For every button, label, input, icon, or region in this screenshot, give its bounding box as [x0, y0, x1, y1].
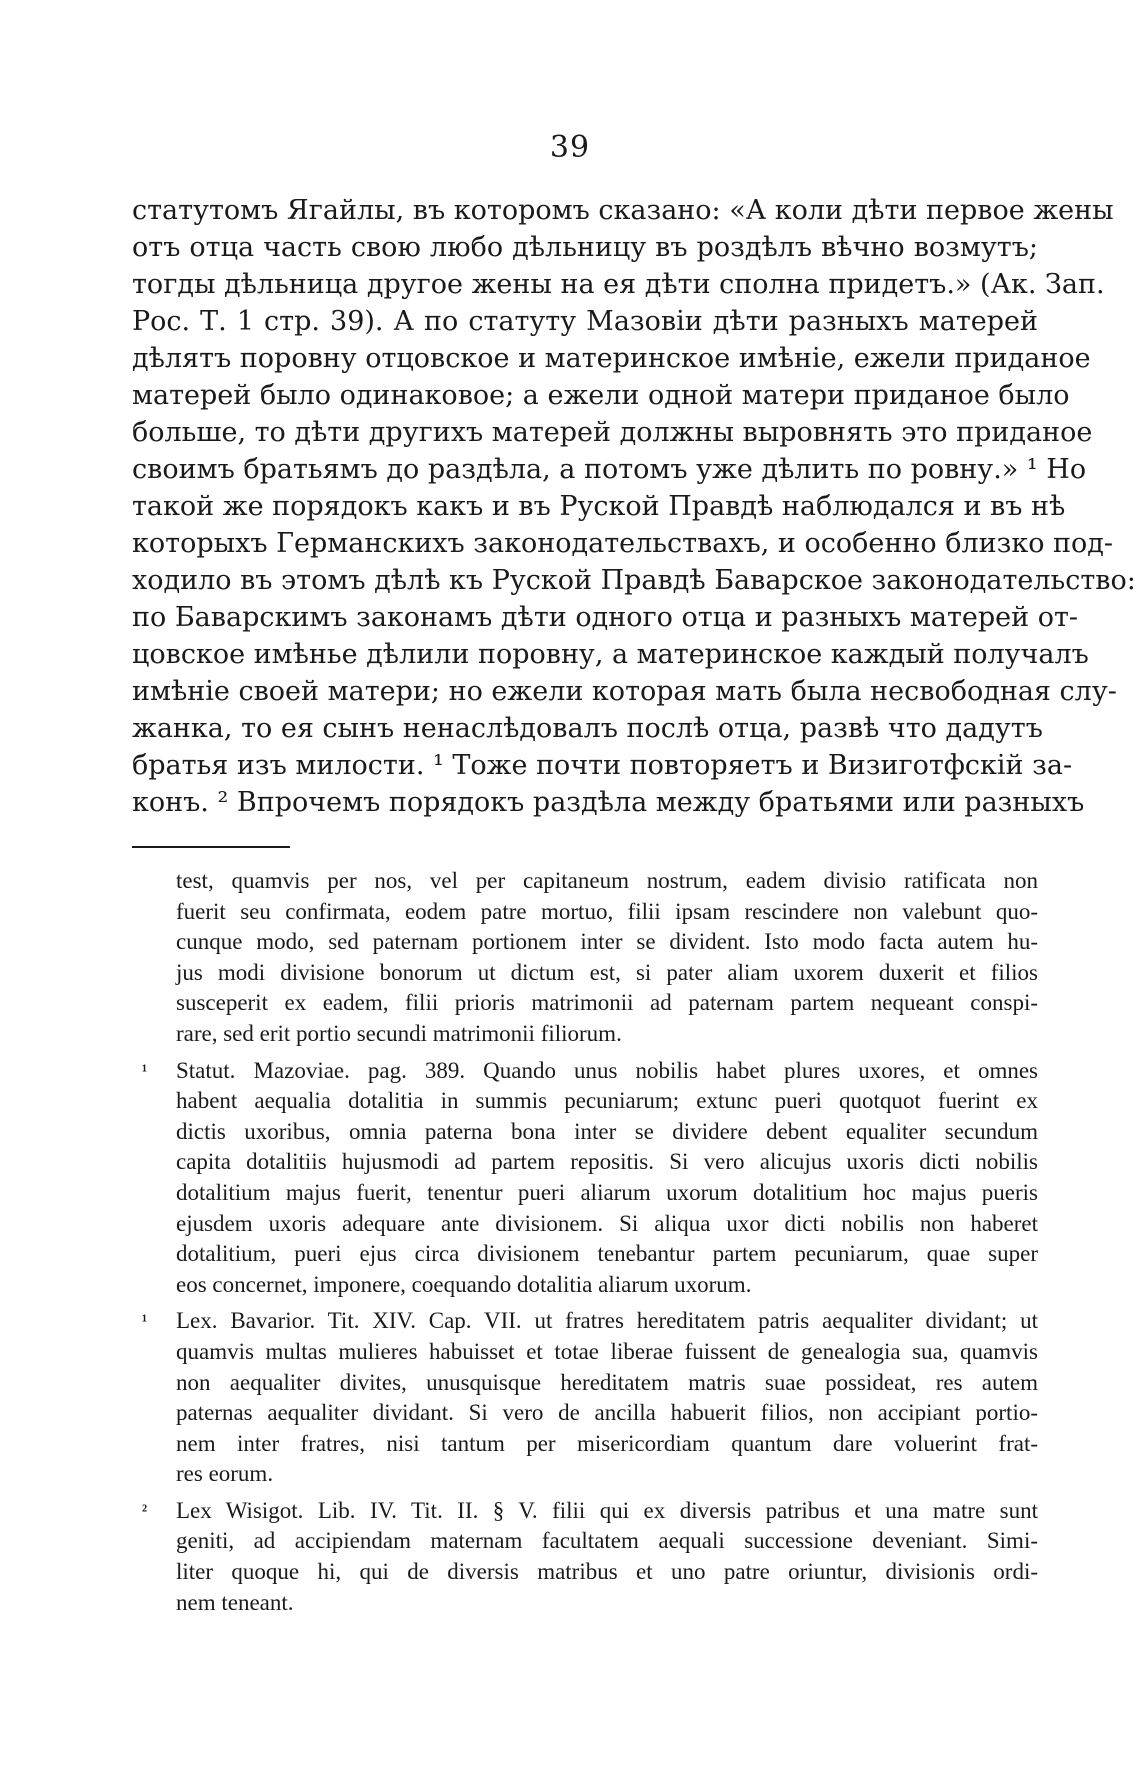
footnote-line: rare, sed erit portio secundi matrimonii filiorum.: [176, 1020, 622, 1046]
footnote-marker: ¹: [142, 1060, 148, 1080]
text-line: отъ отца часть свою любо дѣльницу въ роздѣлъ вѣчно возмутъ;: [132, 232, 1038, 263]
text-line: матерей было одинаковое; а ежели одной матери приданое было: [132, 380, 1070, 411]
footnote-line: susceperit ex eadem, filii prioris matrimonii ad paternam partem nequeant conspi-: [176, 990, 1038, 1016]
footnote-line: jus modi divisione bonorum ut dictum est, si pater aliam uxorem duxerit et filios: [176, 959, 1038, 985]
text-line: такой же порядокъ какъ и въ Руской Правдѣ наблюдался и въ нѣ: [132, 491, 1066, 522]
footnote-line: dotalitium, pueri ejus circa divisionem tenebantur partem pecuniarum, quae super: [176, 1241, 1038, 1267]
text-line: цовское имѣнье дѣлили поровну, а материнское каждый получалъ: [132, 639, 1089, 670]
footnote-marker: ²: [142, 1500, 148, 1520]
footnote-line: habent aequalia dotalitia in summis pecuniarum; extunc pueri quotquot fuerint ex: [176, 1088, 1038, 1114]
text-line: ходило въ этомъ дѣлѣ къ Руской Правдѣ Баварское законодательство:: [132, 565, 1136, 596]
footnote-line: capita dotalitiis hujusmodi ad partem repositis. Si vero alicujus uxoris dicti nobilis: [176, 1149, 1038, 1175]
footnote-line: Lex. Bavarior. Tit. XIV. Cap. VII. ut fratres hereditatem patris aequaliter dividant; ut: [176, 1308, 1038, 1334]
footnote-line: liter quoque hi, qui de diversis matribus et uno patre oriuntur, divisionis ordi-: [176, 1559, 1038, 1585]
text-line: больше, то дѣти другихъ матерей должны выровнять это приданое: [132, 417, 1093, 448]
footnote-line: cunque modo, sed paternam portionem inter se divident. Isto modo facta autem hu-: [176, 929, 1038, 955]
footnote-marker: ¹: [142, 1311, 148, 1331]
text-line: братья изъ милости. ¹ Тоже почти повторяетъ и Визиготфскій за-: [132, 750, 1073, 781]
footnote-line: fuerit seu confirmata, eodem patre mortuo, filii ipsam rescindere non valebunt quo-: [176, 898, 1038, 924]
text-line: имѣніе своей матери; но ежели которая мать была несвободная слу-: [132, 676, 1117, 707]
footnotes: [132, 866, 1038, 1618]
text-line: тогды дѣльница другое жены на ея дѣти сполна придетъ.» (Ак. Зап.: [132, 269, 1105, 300]
footnote-line: ejusdem uxoris adequare ante divisionem. Si aliqua uxor dicti nobilis non haberet: [176, 1210, 1038, 1236]
footnote-line: paternas aequaliter dividant. Si vero de ancilla habuerit filios, non accipiant portio-: [176, 1400, 1038, 1426]
text-line: своимъ братьямъ до раздѣла, а потомъ уже дѣлить по ровну.» ¹ Но: [132, 454, 1087, 485]
text-line: по Баварскимъ законамъ дѣти одного отца и разныхъ матерей от-: [132, 602, 1079, 633]
footnote-line: res eorum.: [176, 1461, 274, 1487]
footnote-continued: [132, 866, 1038, 1050]
footnote-line: Lex Wisigot. Lib. IV. Tit. II. § V. filii qui ex diversis patribus et una matre sunt: [176, 1497, 1038, 1523]
footnote-line: test, quamvis per nos, vel per capitaneum nostrum, eadem divisio ratificata non: [176, 868, 1038, 893]
text-line: статутомъ Ягайлы, въ которомъ сказано: «А коли дѣти первое жены: [132, 195, 1114, 226]
text-line: конъ. ² Впрочемъ порядокъ раздѣла между братьями или разныхъ: [132, 787, 1085, 818]
footnote-line: dotalitium majus fuerit, tenentur pueri aliarum uxorum dotalitium hoc majus pueris: [176, 1179, 1038, 1205]
page-number: 39: [549, 130, 591, 165]
footnote-divider: [132, 846, 290, 848]
footnote-statut-mazoviae: [132, 1056, 1038, 1301]
footnote-line: dictis uxoribus, omnia paterna bona inter se dividere debent equaliter secundum: [176, 1118, 1038, 1144]
footnote-lex-wisigot: [132, 1496, 1038, 1618]
footnote-line: geniti, ad accipiendam maternam facultatem aequali successione deveniant. Simi-: [176, 1528, 1038, 1554]
footnote-line: nem teneant.: [176, 1589, 294, 1615]
main-text: [132, 192, 1136, 821]
text-line: дѣлятъ поровну отцовское и материнское имѣніе, ежели приданое: [132, 343, 1091, 374]
footnote-lex-bavarior: [132, 1306, 1038, 1490]
footnote-line: nem inter fratres, nisi tantum per misericordiam quantum dare voluerint frat-: [176, 1430, 1038, 1456]
text-line: которыхъ Германскихъ законодательствахъ, и особенно близко под-: [132, 528, 1114, 559]
footnote-line: non aequaliter divites, unusquisque hereditatem matris suae possideat, res autem: [176, 1369, 1038, 1395]
footnote-line: Statut. Mazoviae. pag. 389. Quando unus nobilis habet plures uxores, et omnes: [176, 1057, 1038, 1083]
text-line: Рос. Т. 1 стр. 39). А по статуту Мазовіи дѣти разныхъ матерей: [132, 306, 1038, 337]
text-line: жанка, то ея сынъ ненаслѣдовалъ послѣ отца, развѣ что дадутъ: [132, 713, 1043, 744]
footnote-line: quamvis multas mulieres habuisset et totae liberae fuissent de genealogia sua, quamvis: [176, 1338, 1038, 1364]
footnote-line: eos concernet, imponere, coequando dotalitia aliarum uxorum.: [176, 1271, 752, 1297]
